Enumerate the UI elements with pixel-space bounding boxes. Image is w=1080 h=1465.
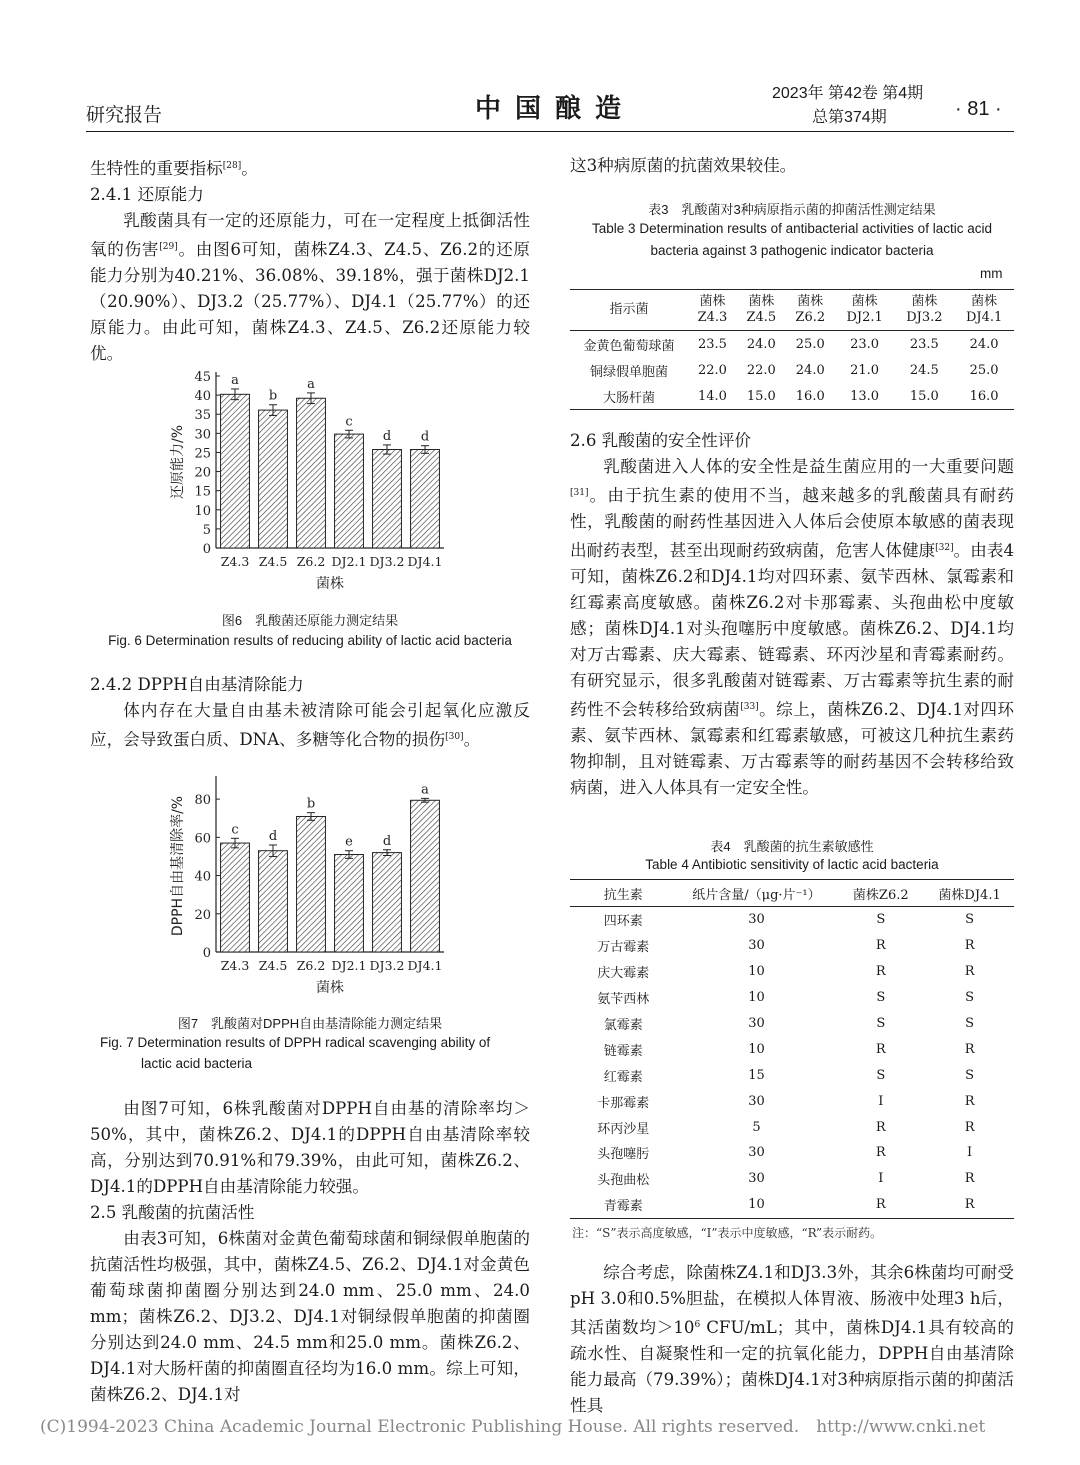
table-cell: 10	[748, 1041, 765, 1057]
issue-total: 总第374期	[812, 109, 887, 126]
table-row	[570, 383, 1014, 410]
x-tick-label: Z6.2	[296, 958, 326, 973]
table-row	[570, 1114, 1014, 1140]
x-tick-label: Z6.2	[296, 554, 326, 569]
section-heading: 2.5 乳酸菌的抗菌活性	[90, 1203, 255, 1222]
significance-label: d	[382, 428, 392, 444]
x-tick-label: Z4.5	[258, 958, 288, 973]
table-cell: 25.0	[969, 362, 999, 378]
table-cell: R	[964, 1041, 975, 1057]
table-cell: S	[876, 990, 886, 1006]
y-tick-label: 35	[194, 408, 211, 424]
bar	[259, 410, 288, 548]
x-tick-label: Z4.3	[220, 958, 250, 973]
table-3	[570, 289, 1014, 410]
table-cell: 15.0	[737, 383, 786, 410]
text: 。	[241, 159, 258, 178]
table-3-title-en-1: Table 3 Determination results of antibacterial activities of lactic acid	[592, 221, 992, 236]
significance-label: c	[231, 822, 239, 838]
table-cell: S	[965, 990, 975, 1006]
table-cell: 铜绿假单胞菌	[589, 364, 668, 380]
table-cell: 22.0	[746, 362, 776, 378]
right-column-bottom	[570, 1260, 1014, 1419]
table-cell: R	[964, 1093, 975, 1109]
y-tick-label: 40	[194, 869, 211, 885]
table-cell: 30	[748, 1016, 765, 1031]
table-cell: S	[876, 912, 886, 928]
text: 。由于抗生素的使用不当，越来越多的乳酸菌具有耐药性，乳酸菌的耐药性基因进入人体后会使原本敏感的菌表现出耐药表型，甚至出现耐药致病菌，危害人体健康	[570, 486, 1014, 560]
table-cell: 15.0	[894, 383, 954, 410]
table-cell: 氯霉素	[603, 1018, 643, 1033]
bar	[259, 851, 288, 952]
table-cell: I	[967, 1145, 973, 1161]
table-row	[570, 331, 1014, 358]
paragraph	[570, 454, 1014, 801]
table-cell: 环丙沙星	[597, 1121, 650, 1137]
text: 乳酸菌进入人体的安全性是益生菌应用的一大重要问题	[603, 457, 1014, 476]
table-header-cell	[954, 290, 1014, 331]
header-text: 菌株	[797, 294, 824, 309]
paragraph: 这3种病原菌的抗菌效果较佳。	[570, 156, 797, 175]
significance-label: d	[382, 833, 392, 849]
table-row	[570, 959, 1014, 985]
table-cell: 大肠杆菌	[570, 383, 688, 410]
table-cell: 30	[748, 938, 765, 954]
figure-7-caption-en-2: lactic acid bacteria	[141, 1056, 253, 1071]
header-text: 指示菌	[609, 302, 649, 317]
table-cell: 23.5	[697, 336, 727, 352]
table-cell: 青霉素	[570, 1192, 677, 1218]
bar	[373, 853, 402, 952]
table-header-cell: 纸片含量/（μg·片⁻¹）	[677, 880, 837, 907]
x-tick-label: Z4.5	[258, 554, 288, 569]
y-axis-label: 还原能力/%	[170, 424, 186, 500]
table-cell: R	[964, 1119, 975, 1135]
table-cell: R	[875, 1145, 886, 1161]
table-row	[570, 357, 1014, 383]
bar	[411, 800, 440, 952]
citation: [30]	[445, 732, 464, 742]
figure-6-caption-cn: 图6 乳酸菌还原能力测定结果	[221, 613, 399, 628]
table-header-cell	[835, 290, 895, 331]
header-text: Z6.2	[795, 310, 826, 325]
text: 综合考虑，除菌株Z4.1和DJ3.3外，其余6株菌均可耐受pH 3.0和0.5%胆盐，在模拟人体胃液、肠液中处理3 h后，其活菌数均＞10	[570, 1263, 1014, 1337]
table-4	[570, 879, 1014, 1219]
x-axis-label: 菌株	[316, 980, 344, 996]
text: 体内存在大量自由基未被清除可能会引起氧化应激反应，会导致蛋白质、DNA、多糖等化合物的损伤	[90, 701, 530, 749]
table-row	[570, 1192, 1014, 1218]
table-cell: 30	[748, 1171, 765, 1187]
significance-label: a	[421, 782, 429, 798]
paragraph	[90, 698, 530, 753]
table-cell: 氨苄西林	[597, 992, 650, 1008]
table-cell: 卡那霉素	[597, 1095, 650, 1111]
table-cell: 16.0	[954, 383, 1014, 410]
table-cell: 14.0	[688, 383, 737, 410]
copyright-footer: (C)1994-2023 China Academic Journal Electronic Publishing House. All rights reserved. http://www.cnki.net	[40, 1417, 986, 1437]
citation: [31]	[570, 488, 589, 498]
table-cell: R	[964, 964, 975, 980]
significance-label: e	[345, 834, 353, 850]
table-cell: R	[875, 1119, 886, 1135]
y-tick-label: 80	[194, 793, 211, 809]
bar	[221, 394, 250, 548]
bar	[297, 398, 326, 548]
table-cell: R	[836, 1192, 925, 1218]
section-heading: 2.4.1 还原能力	[90, 185, 204, 204]
citation: [32]	[935, 543, 954, 553]
table-cell: 15	[748, 1067, 765, 1083]
table-row	[570, 933, 1014, 959]
table-header-cell	[894, 290, 954, 331]
table-3-title-en-2: bacteria against 3 pathogenic indicator bacteria	[650, 243, 934, 258]
table-cell: 30	[748, 1145, 765, 1161]
y-tick-label: 45	[194, 370, 211, 385]
issue-info: 2023年 第42卷 第4期	[772, 85, 924, 102]
text: 。由表4可知，菌株Z6.2和DJ4.1均对四环素、氨苄西林、氯霉素和红霉素高度敏感。菌株Z6.2对卡那霉素、头孢曲松中度敏感；菌株DJ4.1对头孢噻肟中度敏感。菌株Z6.2、DJ4.1均对万古霉素、庆大霉素、链霉素、环丙沙星和青霉素耐药。有研究显示，很多乳酸菌对链霉素、万古霉素等抗生素的耐药性不会转移给致病菌	[570, 541, 1014, 719]
table-cell: 头孢曲松	[597, 1173, 650, 1189]
figure-7-chart	[160, 770, 460, 1000]
table-cell: S	[965, 912, 975, 928]
y-tick-label: 20	[194, 907, 211, 923]
table-cell: 5	[752, 1119, 761, 1135]
journal-title: 中国酿造	[475, 94, 636, 124]
section-heading: 2.4.2 DPPH自由基清除能力	[90, 675, 304, 694]
paragraph	[90, 208, 530, 367]
table-header-cell: 菌株Z6.2	[836, 880, 925, 907]
table-header-cell	[737, 290, 786, 331]
table-row	[570, 1088, 1014, 1114]
left-column-top	[90, 153, 530, 367]
y-tick-label: 40	[194, 389, 211, 405]
significance-label: a	[231, 372, 239, 388]
header-text: Z4.5	[746, 310, 777, 325]
table-cell: R	[925, 1192, 1014, 1218]
left-column-bottom	[90, 1096, 530, 1408]
table-cell: 22.0	[697, 362, 727, 378]
table-cell: 25.0	[795, 336, 825, 352]
citation: [33]	[740, 702, 759, 712]
citation: [28]	[222, 161, 242, 171]
table-row	[570, 1011, 1014, 1037]
table-cell: 四环素	[603, 914, 643, 930]
header-text: 菌株	[971, 294, 998, 309]
table-header-cell	[786, 290, 835, 331]
table-cell: 21.0	[850, 362, 880, 378]
table-cell: S	[965, 1016, 975, 1031]
text: 。综上，菌株Z6.2、DJ4.1对四环素、氨苄西林、氯霉素和红霉素敏感，可被这几种抗生素药物抑制，且对链霉素、万古霉素等的耐药基因不会转移给致病菌，进入人体具有一定安全性。	[570, 700, 1015, 797]
table-cell: S	[876, 1067, 886, 1083]
significance-label: c	[345, 414, 353, 430]
right-column-top	[570, 153, 1014, 179]
table-cell: 庆大霉素	[597, 966, 650, 982]
significance-label: a	[307, 376, 315, 392]
figure-7-caption-cn: 图7 乳酸菌对DPPH自由基清除能力测定结果	[177, 1016, 443, 1031]
x-tick-label: DJ4.1	[407, 958, 443, 973]
table-cell: S	[876, 1016, 886, 1031]
table-row	[570, 1062, 1014, 1088]
table-cell: R	[875, 964, 886, 980]
bar	[221, 843, 250, 952]
table-row	[570, 1140, 1014, 1166]
table-cell: I	[878, 1093, 884, 1109]
table-header-cell: 菌株DJ4.1	[925, 880, 1014, 907]
paragraph: 由表3可知，6株菌对金黄色葡萄球菌和铜绿假单胞菌的抗菌活性均极强，其中，菌株Z4.5、Z6.2、DJ4.1对金黄色葡萄球菌抑菌圈分别达到24.0 mm、25.0 mm、24.0 mm；菌株Z6.2、DJ3.2、DJ4.1对铜绿假单胞菌的抑菌圈分别达到24.0 mm、24.5 mm和25.0 mm。菌株Z6.2、DJ4.1对大肠杆菌的抑菌圈直径均为16.0 mm。综上可知，菌株Z6.2、DJ4.1对	[90, 1229, 530, 1404]
y-tick-label: 10	[194, 503, 211, 519]
table-4-title-en: Table 4 Antibiotic sensitivity of lactic acid bacteria	[645, 857, 939, 872]
table-cell: 16.0	[786, 383, 835, 410]
table-cell: 红霉素	[603, 1069, 643, 1085]
table-header-cell	[570, 290, 688, 331]
page-number: · 81 ·	[955, 98, 1002, 120]
table-cell: R	[964, 938, 975, 954]
figure-7-caption-en-1: Fig. 7 Determination results of DPPH radical scavenging ability of	[100, 1035, 491, 1050]
bar	[373, 450, 402, 548]
table-4-title-cn: 表4 乳酸菌的抗生素敏感性	[710, 839, 874, 854]
header-text: 菌株	[851, 294, 878, 309]
significance-label: d	[420, 429, 430, 445]
header-text: DJ3.2	[906, 310, 943, 325]
y-tick-label: 0	[202, 946, 211, 961]
header-rule	[86, 131, 1014, 132]
table-cell: 链霉素	[603, 1043, 643, 1059]
table-cell: 10	[748, 964, 765, 980]
table-cell: S	[965, 1067, 975, 1083]
paragraph: 由图7可知，6株乳酸菌对DPPH自由基的清除率均＞50%，其中，菌株Z6.2、DJ4.1的DPPH自由基清除率较高，分别达到70.91%和79.39%，由此可知，菌株Z6.2、DJ4.1的DPPH自由基清除能力较强。	[90, 1099, 530, 1196]
table-cell: 24.0	[969, 336, 999, 352]
table-cell: 30	[748, 1093, 765, 1109]
paragraph	[570, 1260, 1014, 1419]
text: 。由图6可知，菌株Z4.3、Z4.5、Z6.2的还原能力分别为40.21%、36.08%、39.18%，强于菌株DJ2.1（20.90%）、DJ3.2（25.77%）、DJ4.1（25.77%）的还原能力。由此可知，菌株Z4.3、Z4.5、Z6.2还原能力较优。	[90, 240, 530, 363]
table-cell: 头孢噻肟	[597, 1147, 650, 1163]
right-column-mid	[570, 428, 1014, 801]
header-text: DJ2.1	[846, 310, 883, 325]
table-cell: 金黄色葡萄球菌	[583, 338, 675, 354]
table-row	[570, 907, 1014, 933]
table-cell: 30	[748, 912, 765, 928]
left-column-mid	[90, 672, 530, 753]
table-header-cell: 抗生素	[570, 880, 677, 907]
y-tick-label: 15	[194, 484, 211, 500]
paragraph	[90, 153, 530, 182]
x-tick-label: DJ3.2	[369, 958, 405, 973]
x-tick-label: DJ2.1	[331, 958, 367, 973]
y-tick-label: 0	[202, 542, 211, 557]
table-cell: 23.0	[850, 336, 880, 352]
table-cell: 24.0	[795, 362, 825, 378]
header-text: DJ4.1	[965, 310, 1003, 325]
x-axis-label: 菌株	[316, 576, 344, 592]
bar	[411, 450, 440, 548]
header-text: 菌株	[699, 294, 726, 309]
header-text: Z4.3	[697, 310, 728, 325]
y-tick-label: 30	[194, 427, 211, 443]
table-cell: 24.0	[746, 336, 776, 352]
table-row	[570, 985, 1014, 1011]
x-tick-label: DJ4.1	[407, 554, 443, 569]
text: 乳酸菌具有一定的还原能力，可在一定程度上抵御活性氧的伤害	[90, 211, 530, 259]
bar	[335, 434, 364, 548]
y-tick-label: 60	[194, 831, 211, 847]
x-tick-label: Z4.3	[220, 554, 250, 569]
table-header-row	[570, 880, 1014, 907]
table-4-note: 注：“S”表示高度敏感，“I”表示中度敏感，“R”表示耐药。	[572, 1226, 883, 1240]
text: 。	[463, 730, 481, 749]
y-tick-label: 20	[194, 465, 211, 481]
figure-6-chart	[160, 362, 460, 604]
header-text: 菌株	[911, 294, 938, 309]
significance-label: b	[268, 388, 278, 404]
table-row	[570, 1166, 1014, 1192]
table-cell: 万古霉素	[597, 940, 650, 956]
y-axis-label: DPPH自由基清除率/%	[170, 795, 186, 937]
table-cell: 13.0	[835, 383, 895, 410]
table-header-row	[570, 290, 1014, 331]
table-cell: R	[964, 1171, 975, 1187]
bar	[297, 816, 326, 952]
table-cell: 10	[677, 1192, 837, 1218]
citation: [29]	[159, 242, 178, 252]
table-cell: I	[878, 1171, 884, 1187]
x-tick-label: DJ2.1	[331, 554, 367, 569]
text: CFU/mL；其中，菌株DJ4.1具有较高的疏水性、自凝聚性和一定的抗氧化能力，DPPH自由基清除能力最高（79.39%）；菌株DJ4.1对3种病原指示菌的抑菌活性具	[570, 1318, 1014, 1415]
x-tick-label: DJ3.2	[369, 554, 405, 569]
significance-label: d	[268, 828, 278, 844]
figure-6-caption-en: Fig. 6 Determination results of reducing ability of lactic acid bacteria	[108, 633, 512, 648]
table-cell: 24.5	[909, 362, 939, 378]
table-header-cell	[688, 290, 737, 331]
y-tick-label: 25	[194, 446, 211, 462]
y-tick-label: 5	[202, 522, 211, 538]
section-heading: 2.6 乳酸菌的安全性评价	[570, 431, 752, 450]
text: 生特性的重要指标	[90, 159, 223, 178]
table-3-unit: mm	[980, 266, 1003, 281]
table-cell: 10	[748, 990, 765, 1006]
significance-label: b	[306, 796, 316, 812]
table-3-title-cn: 表3 乳酸菌对3种病原指示菌的抑菌活性测定结果	[648, 202, 936, 217]
table-cell: 23.5	[909, 336, 939, 352]
table-cell: R	[875, 938, 886, 954]
bar	[335, 855, 364, 952]
table-cell: R	[875, 1041, 886, 1057]
header-text: 菌株	[748, 294, 775, 309]
section-label: 研究报告	[86, 104, 163, 126]
superscript: 6	[694, 1320, 701, 1330]
table-row	[570, 1036, 1014, 1062]
